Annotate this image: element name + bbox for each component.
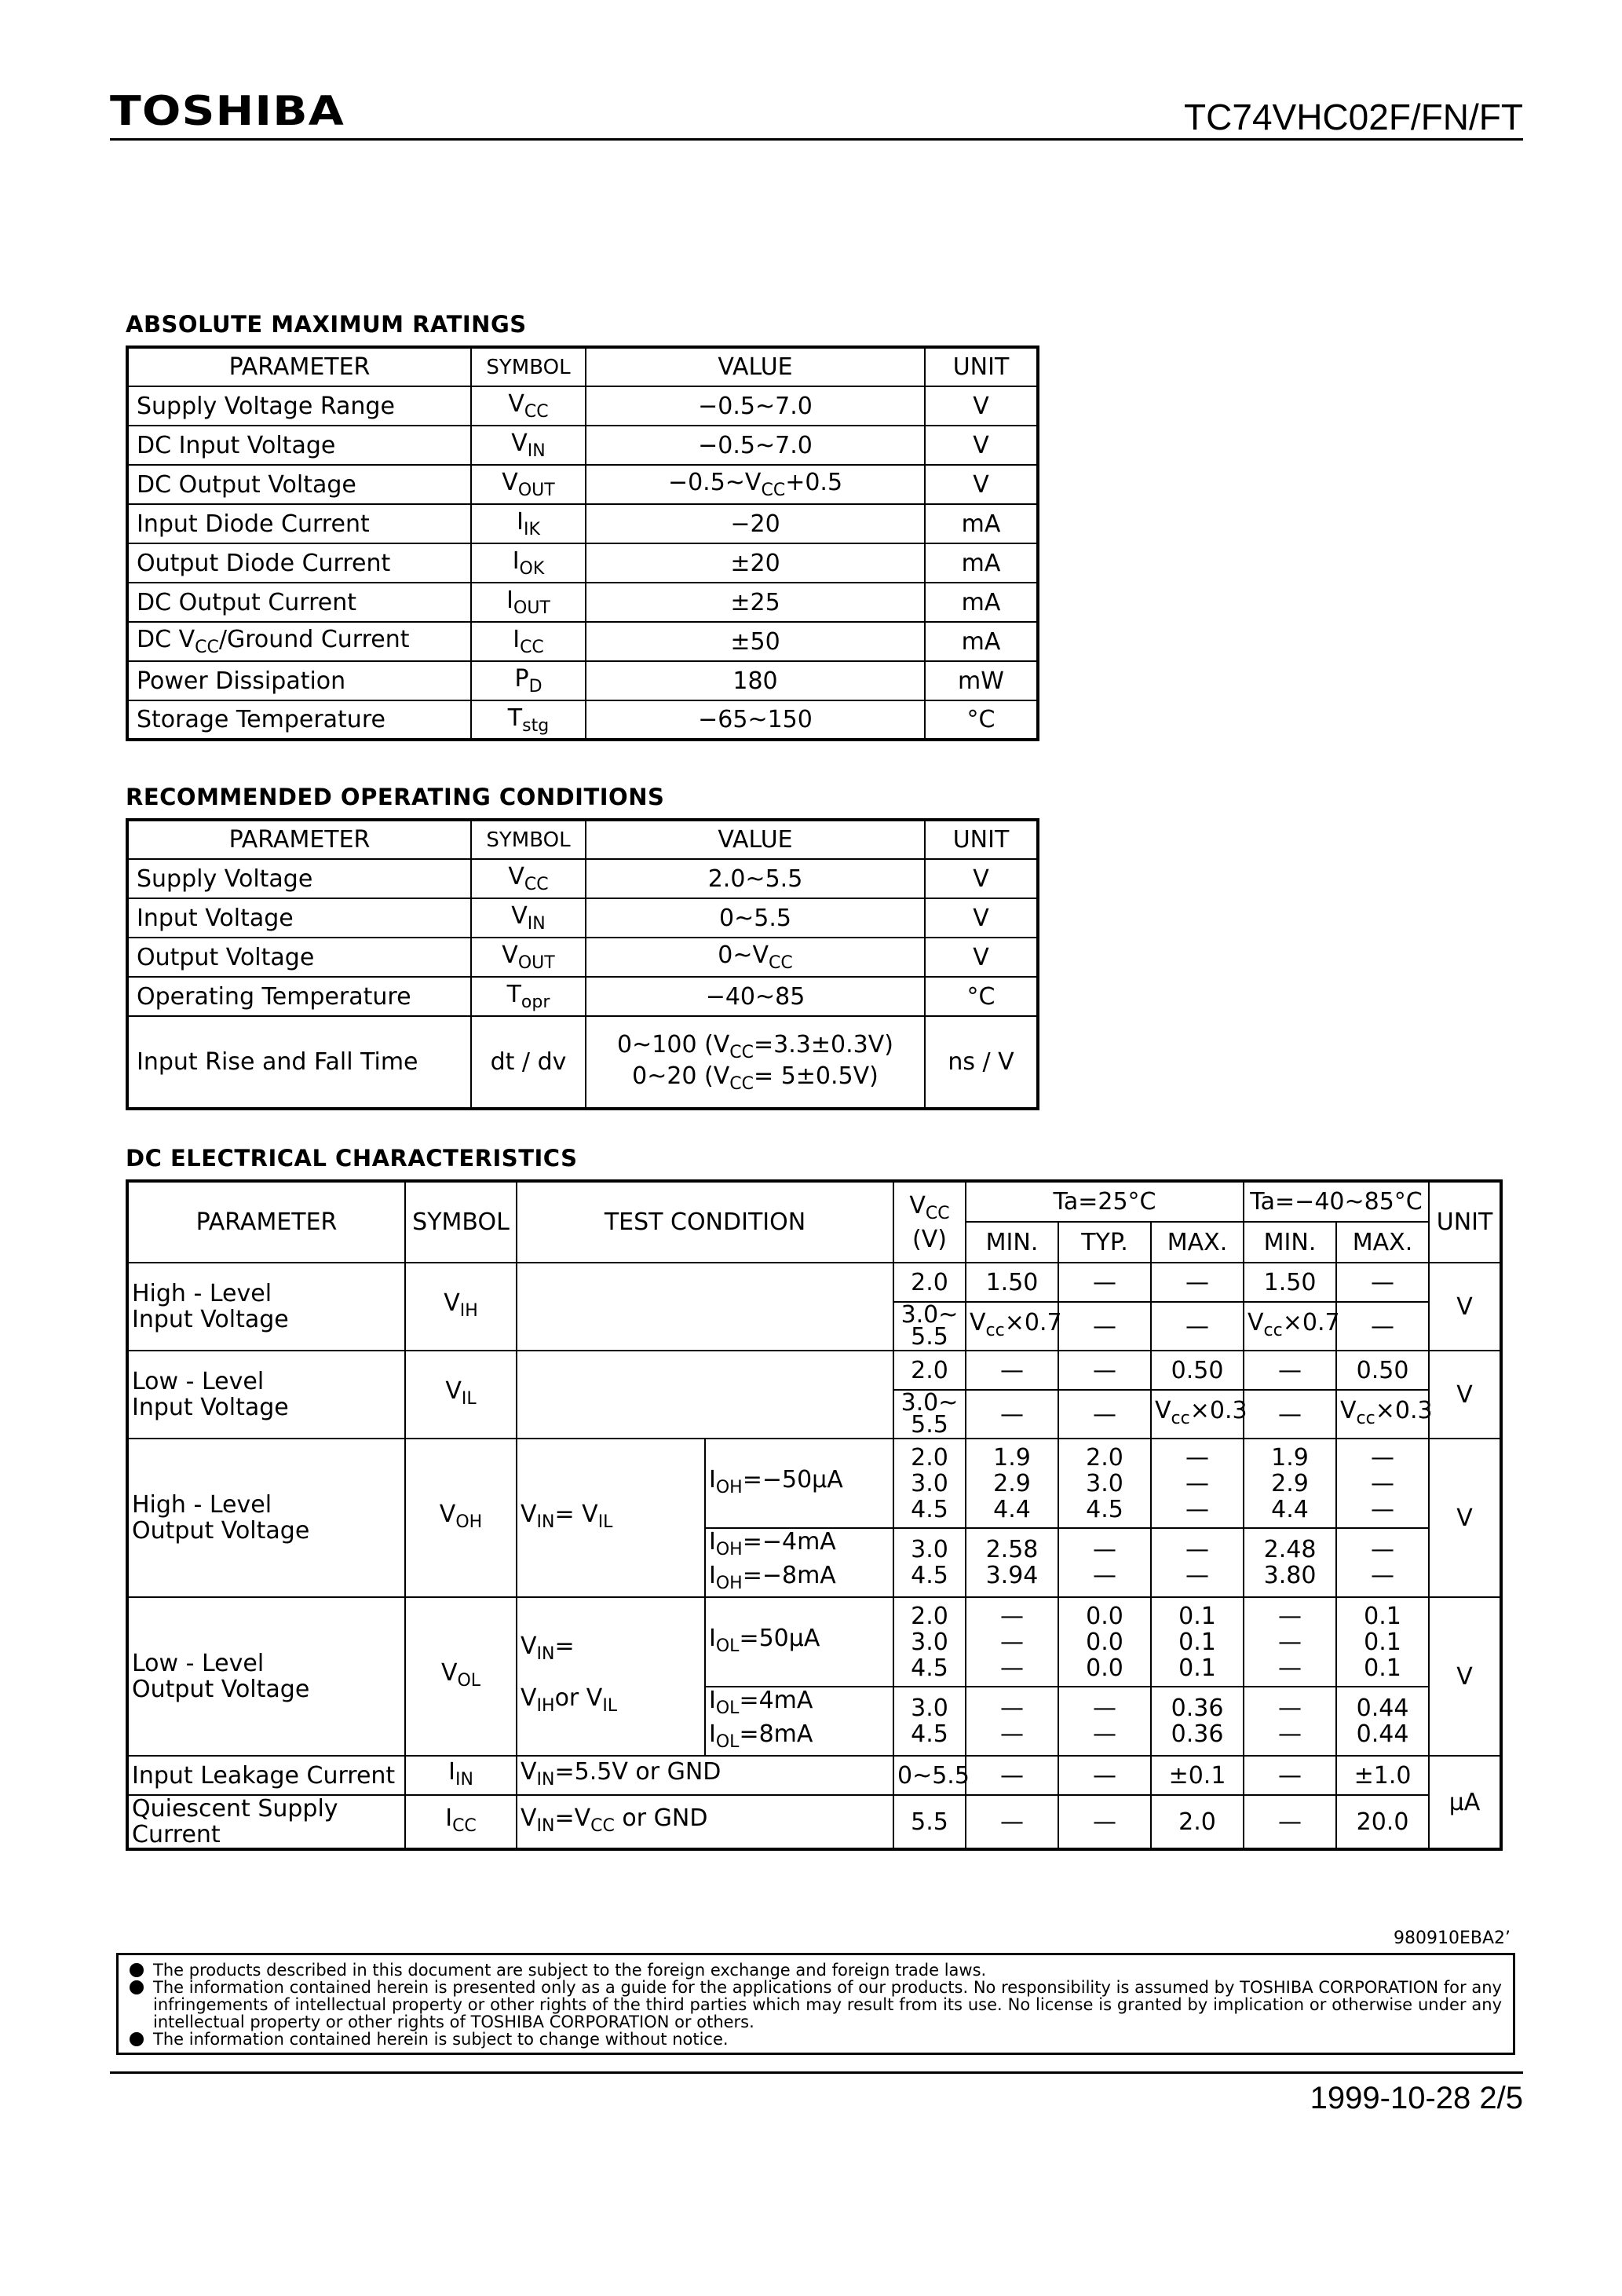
table-row	[127, 938, 1038, 977]
typ-cell: 2.0 3.0 4.5	[1058, 1439, 1151, 1528]
param-cell: Output Voltage	[127, 938, 471, 977]
param-cell: DC Input Voltage	[127, 426, 471, 465]
param-cell: High - Level Input Voltage	[127, 1263, 405, 1351]
symbol-cell: $V_{IN}$	[471, 426, 586, 465]
max-range-cell: —	[1336, 1302, 1429, 1351]
unit-cell: mW	[925, 661, 1038, 700]
table-row	[127, 1597, 1501, 1687]
symbol-cell: $V_{OH}$	[405, 1439, 517, 1597]
vcc-cell: 3.0 4.5	[893, 1528, 966, 1597]
table-row	[127, 1263, 1501, 1302]
max-range-cell: 0.50	[1336, 1351, 1429, 1390]
max-cell: $V_{cc}\times 0.3$	[1151, 1390, 1244, 1439]
min-range-cell: —	[1244, 1390, 1336, 1439]
abs-max-table	[126, 345, 1039, 741]
unit-cell: V	[925, 898, 1038, 938]
symbol-cell: $I_{OUT}$	[471, 583, 586, 622]
test-condition-cell: $V_{IN}=5.5V$ or GND	[517, 1756, 893, 1795]
unit-cell: °C	[925, 700, 1038, 740]
max-range-cell: 20.0	[1336, 1795, 1429, 1849]
table-row	[127, 622, 1038, 661]
list-item: The information contained herein is presented only as a guide for the applications of our products. No responsibility is assumed by TOSHIBA CORPORATION for any infringements of intellectual property or other rights of the third parties which may result from its use. No license is granted by implication or otherwise under any intellectual property or other rights of TOSHIBA CORPORATION or others.	[130, 1979, 1502, 2031]
min-range-cell: 1.9 2.9 4.4	[1244, 1439, 1336, 1528]
min-range-cell: —	[1244, 1351, 1336, 1390]
symbol-cell: $I_{IN}$	[405, 1756, 517, 1795]
typ-cell: 0.0 0.0 0.0	[1058, 1597, 1151, 1687]
param-cell: DC $V_{CC}$/Ground Current	[127, 622, 471, 661]
param-cell: Low - Level Output Voltage	[127, 1597, 405, 1756]
col-unit: UNIT	[925, 347, 1038, 386]
value-cell: 0~5.5	[586, 898, 925, 938]
bullet-icon	[130, 2032, 144, 2046]
symbol-cell: $V_{CC}$	[471, 386, 586, 426]
dc-table	[126, 1179, 1503, 1851]
max-cell: 2.0	[1151, 1795, 1244, 1849]
typ-cell: — —	[1058, 1528, 1151, 1597]
table-row	[127, 583, 1038, 622]
min-cell: 1.50	[966, 1263, 1058, 1302]
max-cell: — — —	[1151, 1439, 1244, 1528]
param-cell: Low - Level Input Voltage	[127, 1351, 405, 1439]
min-range-cell: —	[1244, 1795, 1336, 1849]
value-cell: 180	[586, 661, 925, 700]
max-cell: ±0.1	[1151, 1756, 1244, 1795]
unit-cell: V	[925, 386, 1038, 426]
unit-cell: mA	[925, 543, 1038, 583]
symbol-cell: $V_{IL}$	[405, 1351, 517, 1439]
list-item: The products described in this document are subject to the foreign exchange and foreign trade laws.	[130, 1961, 1502, 1979]
typ-cell: —	[1058, 1351, 1151, 1390]
max-cell: —	[1151, 1302, 1244, 1351]
min-range-cell: — —	[1244, 1687, 1336, 1756]
value-cell: ±20	[586, 543, 925, 583]
col-parameter: PARAMETER	[127, 1181, 405, 1263]
vcc-cell: 3.0 4.5	[893, 1687, 966, 1756]
min-cell: 1.9 2.9 4.4	[966, 1439, 1058, 1528]
value-cell: −40~85	[586, 977, 925, 1016]
unit-cell: ns / V	[925, 1016, 1038, 1109]
table-row	[127, 898, 1038, 938]
table-row	[127, 700, 1038, 740]
max-range-cell: 0.1 0.1 0.1	[1336, 1597, 1429, 1687]
symbol-cell: $V_{OUT}$	[471, 465, 586, 504]
unit-cell: V	[925, 938, 1038, 977]
symbol-cell: $I_{CC}$	[405, 1795, 517, 1849]
current-condition-cell: $I_{OH}=-50\mu A$	[705, 1439, 893, 1528]
typ-cell: —	[1058, 1756, 1151, 1795]
min-cell: — —	[966, 1687, 1058, 1756]
legal-notice-box	[116, 1953, 1515, 2055]
col-max: MAX.	[1151, 1222, 1244, 1263]
list-item: The information contained herein is subject to change without notice.	[130, 2031, 1502, 2048]
symbol-cell: $V_{IN}$	[471, 898, 586, 938]
test-condition-cell: $V_{IN}= V_{IL}$	[517, 1439, 705, 1597]
bullet-icon	[130, 1963, 144, 1977]
table-row	[127, 386, 1038, 426]
symbol-cell: $I_{OK}$	[471, 543, 586, 583]
vcc-cell: 0~5.5	[893, 1756, 966, 1795]
col-parameter: PARAMETER	[127, 347, 471, 386]
max-range-cell: ±1.0	[1336, 1756, 1429, 1795]
table-row	[127, 465, 1038, 504]
param-cell: Quiescent Supply Current	[127, 1795, 405, 1849]
rec-op-title: RECOMMENDED OPERATING CONDITIONS	[126, 784, 665, 810]
unit-cell: V	[1429, 1263, 1501, 1351]
table-row	[127, 977, 1038, 1016]
symbol-cell: $T_{opr}$	[471, 977, 586, 1016]
param-cell: Input Leakage Current	[127, 1756, 405, 1795]
value-cell: 2.0~5.5	[586, 859, 925, 898]
min-range-cell: 1.50	[1244, 1263, 1336, 1302]
param-cell: Operating Temperature	[127, 977, 471, 1016]
param-cell: Storage Temperature	[127, 700, 471, 740]
symbol-cell: dt / dv	[471, 1016, 586, 1109]
typ-cell: — —	[1058, 1687, 1151, 1756]
col-ta25: Ta=25°C	[966, 1181, 1244, 1222]
max-cell: —	[1151, 1263, 1244, 1302]
symbol-cell: $V_{CC}$	[471, 859, 586, 898]
table-row	[127, 661, 1038, 700]
bullet-icon	[130, 1980, 144, 1994]
abs-max-title: ABSOLUTE MAXIMUM RATINGS	[126, 311, 527, 338]
col-min: MIN.	[966, 1222, 1058, 1263]
unit-cell: mA	[925, 504, 1038, 543]
param-cell: Input Diode Current	[127, 504, 471, 543]
table-row	[127, 543, 1038, 583]
param-cell: Input Rise and Fall Time	[127, 1016, 471, 1109]
col-symbol: SYMBOL	[471, 347, 586, 386]
unit-cell: V	[1429, 1439, 1501, 1597]
typ-cell: —	[1058, 1302, 1151, 1351]
value-cell: 0~100 $(V_{CC}=3.3\pm 0.3V)$ 0~20 $(V_{CC}= 5\pm 0.5V)$	[586, 1016, 925, 1109]
table-row	[127, 1756, 1501, 1795]
page-header	[110, 88, 1523, 143]
col-unit: UNIT	[1429, 1181, 1501, 1263]
typ-cell: —	[1058, 1263, 1151, 1302]
test-condition-cell: $V_{IN}=V_{CC}$ or GND	[517, 1795, 893, 1849]
col-symbol: SYMBOL	[405, 1181, 517, 1263]
table-row	[127, 1439, 1501, 1528]
test-condition-cell: $V_{IN}=$ $V_{IH}or$ $V_{IL}$	[517, 1597, 705, 1756]
symbol-cell: $I_{IK}$	[471, 504, 586, 543]
col-min-range: MIN.	[1244, 1222, 1336, 1263]
min-range-cell: $V_{cc}\times 0.7$	[1244, 1302, 1336, 1351]
param-cell: Supply Voltage	[127, 859, 471, 898]
unit-cell: V	[1429, 1351, 1501, 1439]
col-test-condition: TEST CONDITION	[517, 1181, 893, 1263]
max-range-cell: — — —	[1336, 1439, 1429, 1528]
value-cell: −65~150	[586, 700, 925, 740]
param-cell: Power Dissipation	[127, 661, 471, 700]
max-range-cell: —	[1336, 1263, 1429, 1302]
col-max-range: MAX.	[1336, 1222, 1429, 1263]
col-typ: TYP.	[1058, 1222, 1151, 1263]
vcc-cell: 2.0	[893, 1263, 966, 1302]
col-value: VALUE	[586, 347, 925, 386]
value-cell: $0\sim V_{CC}$	[586, 938, 925, 977]
table-row	[127, 1016, 1038, 1109]
symbol-cell: $T_{stg}$	[471, 700, 586, 740]
min-cell: 2.58 3.94	[966, 1528, 1058, 1597]
max-cell: 0.1 0.1 0.1	[1151, 1597, 1244, 1687]
param-cell: High - Level Output Voltage	[127, 1439, 405, 1597]
col-ta-range: Ta=−40~85°C	[1244, 1181, 1429, 1222]
dc-title: DC ELECTRICAL CHARACTERISTICS	[126, 1145, 578, 1172]
max-cell: 0.50	[1151, 1351, 1244, 1390]
value-cell: −0.5~7.0	[586, 426, 925, 465]
value-cell: ±50	[586, 622, 925, 661]
document-code: 980910EBA2’	[1393, 1929, 1511, 1948]
table-row	[127, 859, 1038, 898]
param-cell: Output Diode Current	[127, 543, 471, 583]
typ-cell: —	[1058, 1390, 1151, 1439]
min-cell: —	[966, 1756, 1058, 1795]
max-range-cell: 0.44 0.44	[1336, 1687, 1429, 1756]
symbol-cell: $P_D$	[471, 661, 586, 700]
table-row	[127, 426, 1038, 465]
param-cell: DC Output Current	[127, 583, 471, 622]
unit-cell: V	[925, 426, 1038, 465]
value-cell: ±25	[586, 583, 925, 622]
symbol-cell: $I_{CC}$	[471, 622, 586, 661]
footer-divider	[110, 2071, 1523, 2074]
typ-cell: —	[1058, 1795, 1151, 1849]
value-cell: $-0.5\sim V_{CC}+0.5$	[586, 465, 925, 504]
current-condition-cell: $I_{OH}=-4mA$ $I_{OH}=-8mA$	[705, 1528, 893, 1597]
symbol-cell: $V_{OUT}$	[471, 938, 586, 977]
part-number: TC74VHC02F/FN/FT	[1184, 97, 1523, 137]
col-symbol: SYMBOL	[471, 820, 586, 859]
value-cell: −0.5~7.0	[586, 386, 925, 426]
symbol-cell: $V_{IH}$	[405, 1263, 517, 1351]
min-cell: $V_{cc}\times 0.7$	[966, 1302, 1058, 1351]
unit-cell: V	[1429, 1597, 1501, 1756]
vcc-cell: 2.0 3.0 4.5	[893, 1439, 966, 1528]
header-divider	[110, 138, 1523, 141]
col-unit: UNIT	[925, 820, 1038, 859]
min-cell: —	[966, 1390, 1058, 1439]
date-page-number: 1999-10-28 2/5	[1310, 2081, 1523, 2115]
param-cell: DC Output Voltage	[127, 465, 471, 504]
max-cell: 0.36 0.36	[1151, 1687, 1244, 1756]
col-value: VALUE	[586, 820, 925, 859]
min-cell: —	[966, 1351, 1058, 1390]
col-vcc: $V_{CC}$ (V)	[893, 1181, 966, 1263]
vcc-cell: 5.5	[893, 1795, 966, 1849]
param-cell: Input Voltage	[127, 898, 471, 938]
unit-cell: mA	[925, 583, 1038, 622]
table-row	[127, 1351, 1501, 1390]
min-cell: —	[966, 1795, 1058, 1849]
vcc-cell: 3.0~ 5.5	[893, 1302, 966, 1351]
param-cell: Supply Voltage Range	[127, 386, 471, 426]
value-cell: −20	[586, 504, 925, 543]
unit-cell: μA	[1429, 1756, 1501, 1849]
max-range-cell: — —	[1336, 1528, 1429, 1597]
vcc-cell: 2.0 3.0 4.5	[893, 1597, 966, 1687]
max-range-cell: $V_{cc}\times 0.3$	[1336, 1390, 1429, 1439]
vcc-cell: 3.0~ 5.5	[893, 1390, 966, 1439]
current-condition-cell: $I_{OL}=4mA$ $I_{OL}=8mA$	[705, 1687, 893, 1756]
table-row	[127, 504, 1038, 543]
rec-op-table	[126, 818, 1039, 1110]
min-range-cell: —	[1244, 1756, 1336, 1795]
unit-cell: V	[925, 465, 1038, 504]
col-parameter: PARAMETER	[127, 820, 471, 859]
test-condition-cell	[517, 1263, 893, 1351]
toshiba-logo: TOSHIBA	[110, 88, 345, 135]
test-condition-cell	[517, 1351, 893, 1439]
unit-cell: V	[925, 859, 1038, 898]
unit-cell: °C	[925, 977, 1038, 1016]
unit-cell: mA	[925, 622, 1038, 661]
symbol-cell: $V_{OL}$	[405, 1597, 517, 1756]
max-cell: — —	[1151, 1528, 1244, 1597]
table-row	[127, 1795, 1501, 1849]
min-range-cell: — — —	[1244, 1597, 1336, 1687]
vcc-cell: 2.0	[893, 1351, 966, 1390]
min-cell: — — —	[966, 1597, 1058, 1687]
min-range-cell: 2.48 3.80	[1244, 1528, 1336, 1597]
current-condition-cell: $I_{OL}=50\mu A$	[705, 1597, 893, 1687]
